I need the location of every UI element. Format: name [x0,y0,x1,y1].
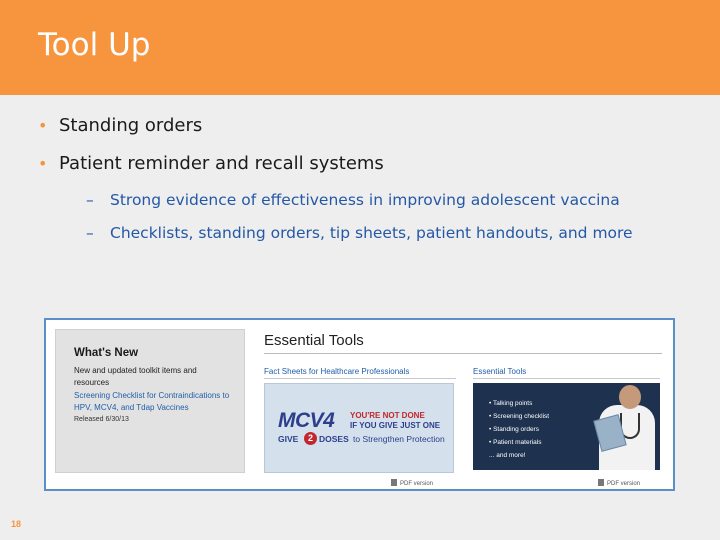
whats-new-title: What's New [74,347,139,359]
mcv4-logo: MCV4 [278,409,335,432]
essential-tools-link[interactable]: Essential Tools [473,367,527,376]
list-item: • Standing orders [489,426,539,433]
bullet-item [38,112,698,150]
not-done-text: YOU'RE NOT DONE [350,411,425,420]
website-screenshot [44,318,675,491]
list-item: • Talking points [489,400,533,407]
pdf-label: PDF version [400,481,434,487]
checklist-link[interactable]: Screening Checklist for Contraindications to HPV, MCV4, and Tdap Vaccines [74,391,230,412]
tools-list [489,397,549,462]
essential-tools-title: Essential Tools [264,332,364,349]
list-item: • Screening checklist [489,413,550,420]
list-item: ... and more! [489,452,526,459]
fact-sheets-link[interactable]: Fact Sheets for Healthcare Professionals [264,367,410,376]
whats-new-text: New and updated toolkit items and resources [74,366,197,387]
doses-text: DOSES [319,434,349,444]
list-item: • Patient materials [489,439,542,446]
bullet-list [38,112,698,254]
pdf-link[interactable] [391,479,433,487]
mcv4-banner[interactable] [264,383,454,473]
dash-icon: – [86,224,94,242]
two-badge: 2 [304,432,317,445]
bullet-dot-icon: • [38,116,48,135]
divider [264,353,662,354]
release-date: Released 6/30/13 [74,416,129,423]
pdf-label: PDF version [607,481,641,487]
give-text: GIVE [278,434,299,444]
give-one-text: IF YOU GIVE JUST ONE [350,421,441,430]
pdf-icon [598,479,604,486]
sub-bullet-text: Checklists, standing orders, tip sheets, patient handouts, and more [110,224,633,242]
divider [473,378,660,379]
bullet-text: Standing orders [59,115,203,136]
dash-icon: – [86,191,94,209]
sub-bullet-item [38,188,698,221]
bullet-dot-icon: • [38,154,48,173]
slide-title: Tool Up [38,27,151,63]
doctor-head-image [619,385,641,409]
essential-tools-banner[interactable] [473,383,660,470]
title-bar [0,0,720,95]
bullet-item [38,150,698,188]
bullet-text: Patient reminder and recall systems [59,153,384,174]
page-number: 18 [11,519,22,529]
whats-new-panel [55,329,245,473]
sub-bullet-item [38,221,698,254]
pdf-link[interactable] [598,479,640,487]
sub-bullet-text: Strong evidence of effectiveness in improving adolescent vaccina [110,191,620,209]
strengthen-text: to Strengthen Protection [353,434,445,444]
divider [264,378,456,379]
pdf-icon [391,479,397,486]
